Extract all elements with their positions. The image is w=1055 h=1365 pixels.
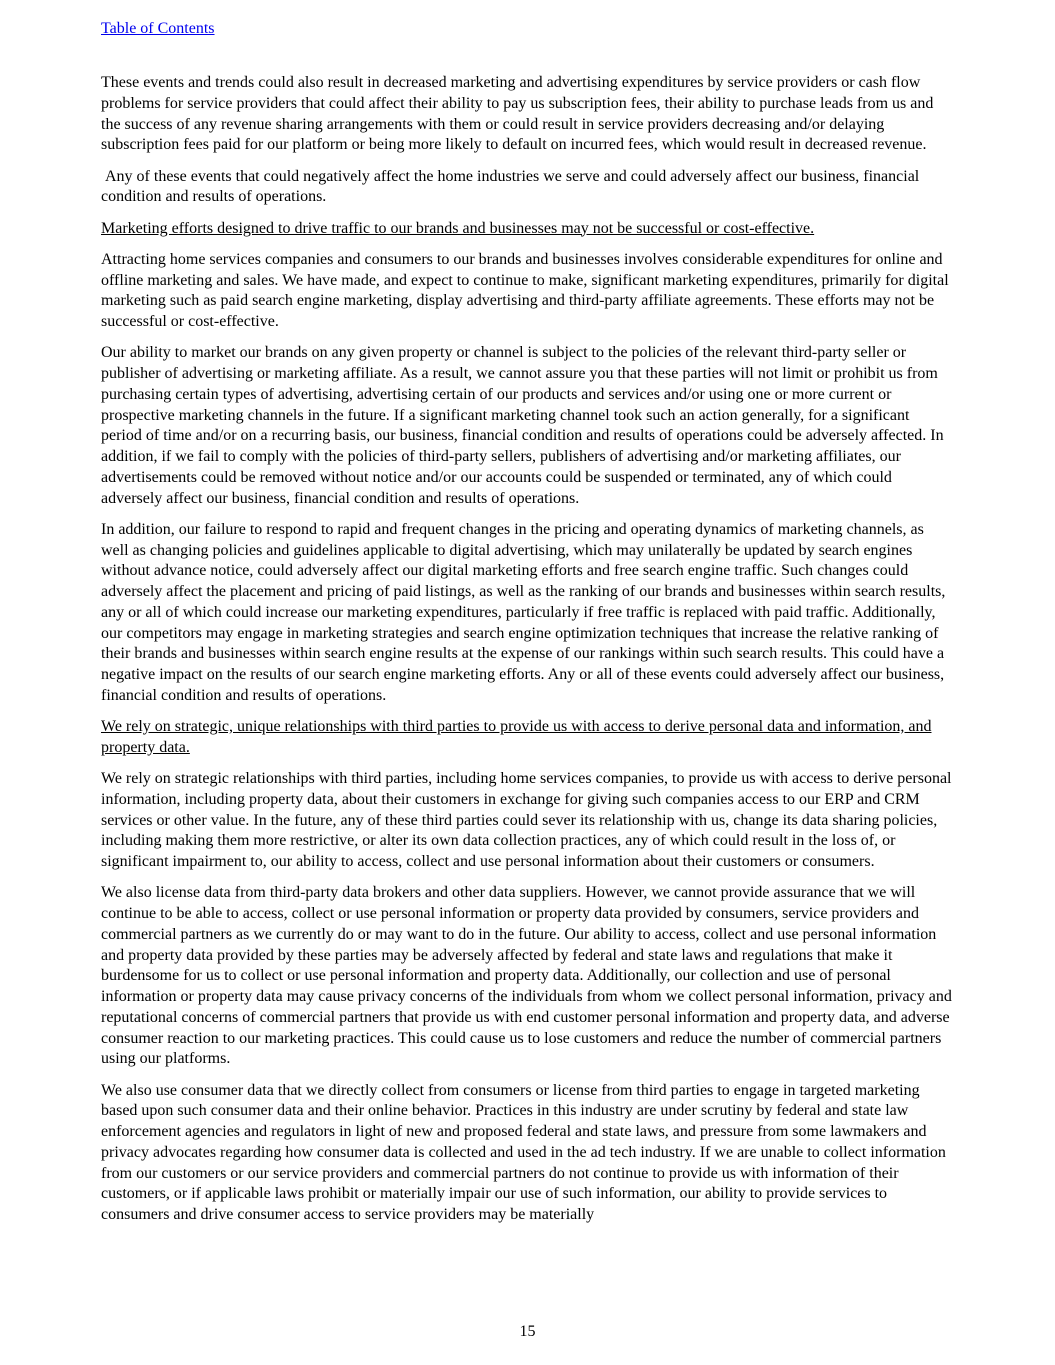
heading-strategic-relationships: We rely on strategic, unique relationships with third parties to provide us with access to derive personal data and information, and property data.: [101, 718, 932, 756]
heading-marketing-efforts: Marketing efforts designed to drive traffic to our brands and businesses may not be successful or cost-effective.: [101, 219, 815, 237]
paragraph-rely-on-relationships: We rely on strategic relationships with third parties, including home services companies, to provide us with access to derive personal information, including property data, about their customers in exchange for giving such companies access to our ERP and CRM services or other value. In the future, any of these third parties could sever its relationship with us, change its data sharing policies, including making them more restrictive, or alter its own data collection practices, any of which could result in the loss of, or significant impairment to, our ability to access, collect and use personal information about their customers or consumers.: [101, 770, 952, 870]
paragraph-market-brands: Our ability to market our brands on any given property or channel is subject to the policies of the relevant third-party seller or publisher of advertising or marketing affiliate. As a result, we cannot assure you that these parties will not limit or prohibit us from purchasing certain types of advertising, advertising certain of our products and services and/or using one or more current or prospective marketing channels in the future. If a significant marketing channel took such an action generally, for a significant period of time and/or on a recurring basis, our business, financial condition and results of operations could be adversely affected. In addition, if we fail to comply with the policies of third-party sellers, publishers of advertising and/or marketing affiliates, our advertisements could be removed without notice and/or our accounts could be suspended or terminated, any of which could adversely affect our business, financial condition and results of operations.: [101, 344, 944, 507]
table-of-contents-link[interactable]: Table of Contents: [101, 20, 215, 37]
page-number: 15: [519, 1323, 536, 1340]
paragraph-attracting-companies: Attracting home services companies and consumers to our brands and businesses involves considerable expenditures for online and offline marketing and sales. We have made, and expect to continue to make, significant marketing expenditures, primarily for digital marketing such as paid search engine marketing, display advertising and third-party affiliate agreements. These efforts may not be successful or cost-effective.: [101, 250, 949, 330]
paragraph-home-industries: Any of these events that could negatively affect the home industries we serve and could adversely affect our business, financial condition and results of operations.: [101, 167, 924, 206]
paragraph-consumer-data: We also use consumer data that we directly collect from consumers or license from third parties to engage in targeted marketing based upon such consumer data and their online behavior. Practices in this industry are under scrutiny by federal and state law enforcement agencies and regulators in light of new and proposed federal and state laws, and pressure from some lawmakers and privacy advocates regarding how consumer data is collected and used in the ad tech industry. If we are unable to collect information from our customers or our service providers and commercial partners do not continue to provide us with information of their customers, or if applicable laws prohibit or materially impair our use of such information, our ability to provide services to consumers and drive consumer access to service providers may be materially: [101, 1081, 946, 1223]
paragraph-license-data: We also license data from third-party data brokers and other data suppliers. However, we cannot provide assurance that we will continue to be able to access, collect or use personal information or property data provided by consumers, service providers and commercial partners as we currently do or may want to do in the future. Our ability to access, collect and use personal information and property data provided by these parties may be adversely affected by federal and state laws and regulations that make it burdensome for us to collect or use personal information and property data. Additionally, our collection and use of personal information or property data may cause privacy concerns of the individuals from whom we collect personal information, privacy and reputational concerns of commercial partners that provide us with end customer personal information and property data, and adverse consumer reaction to our marketing practices. This could cause us to lose customers and reduce the number of commercial partners using our platforms.: [101, 884, 952, 1068]
document-body: [101, 73, 953, 1236]
paragraph-decreased-expenditures: These events and trends could also result in decreased marketing and advertising expenditures by service providers or cash flow problems for service providers that could affect their ability to pay us subscription fees, their ability to purchase leads from us and the success of any revenue sharing arrangements with them or could result in service providers decreasing and/or delaying subscription fees paid for our platform or being more likely to default on incurred fees, which would result in decreased revenue.: [101, 74, 934, 154]
paragraph-marketing-channels: In addition, our failure to respond to rapid and frequent changes in the pricing and operating dynamics of marketing channels, as well as changing policies and guidelines applicable to digital advertising, which may unilaterally be updated by search engines without advance notice, could adversely affect our digital marketing efforts and free search engine traffic. Such changes could adversely affect the placement and pricing of paid listings, as well as the ranking of our brands and businesses within search results, any or all of which could increase our marketing expenditures, particularly if free traffic is replaced with paid traffic. Additionally, our competitors may engage in marketing strategies and search engine optimization techniques that increase the relative ranking of their brands and businesses within search engine results at the expense of our rankings within such search results. This could have a negative impact on the results of our search engine marketing efforts. Any or all of these events could adversely affect our business, financial condition and results of operations.: [101, 520, 946, 704]
